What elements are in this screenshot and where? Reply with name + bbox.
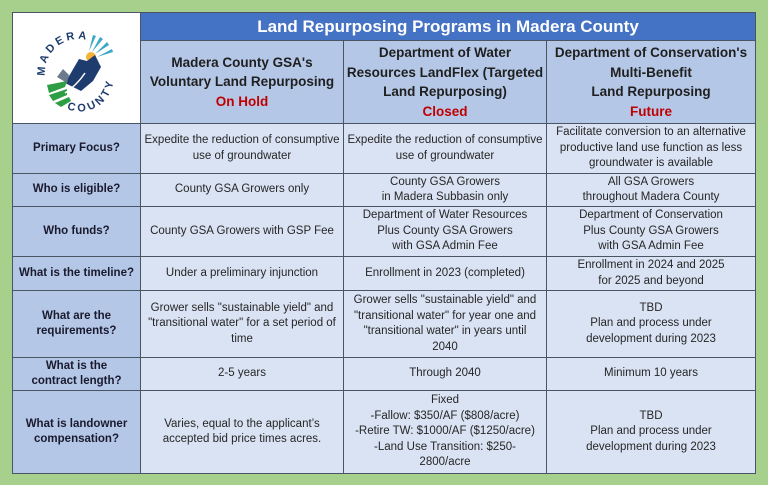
row-label-text: What is the — [45, 359, 108, 372]
cell-text: Minimum 10 years — [604, 367, 698, 380]
table-cell — [141, 257, 344, 291]
row-label — [13, 207, 141, 257]
row-label-text: compensation? — [34, 433, 119, 445]
column-title-line: Land Repurposing) — [383, 84, 507, 99]
land-repurposing-table — [12, 12, 756, 474]
cell-text: -Land Use Transition: $250- — [374, 440, 516, 453]
table-row-timeline — [13, 257, 756, 291]
row-label-text: contract length? — [31, 375, 122, 387]
cell-text: TBD — [639, 301, 663, 314]
cell-text: Grower sells "sustainable yield" and — [150, 301, 334, 314]
cell-text: "transitional water" for year one and — [353, 309, 537, 322]
table-title: Land Repurposing Programs in Madera County — [141, 13, 756, 41]
cell-text: Facilitate conversion to an alternative — [556, 126, 746, 139]
cell-text: development during 2023 — [586, 440, 716, 453]
cell-text: with GSA Admin Fee — [598, 240, 704, 253]
row-label — [13, 124, 141, 174]
table-row-requirements — [13, 291, 756, 358]
cell-text: TBD — [639, 409, 663, 422]
status-badge-future: Future — [630, 103, 673, 119]
table-cell — [141, 174, 344, 207]
logo-bottom-text: COUNTY — [65, 76, 117, 115]
cell-text: Under a preliminary injunction — [165, 266, 319, 279]
cell-text: 2040 — [432, 340, 458, 353]
cell-text: for 2025 and beyond — [598, 274, 704, 287]
cell-text: All GSA Growers — [607, 175, 695, 188]
cell-text: Varies, equal to the applicant’s — [164, 417, 320, 430]
cell-text: time — [231, 332, 253, 345]
madera-county-seal-icon — [27, 21, 127, 116]
cell-text: Enrollment in 2023 (completed) — [365, 266, 525, 279]
cell-text: in Madera Subbasin only — [381, 191, 509, 203]
madera-county-logo — [27, 21, 127, 116]
table-cell — [141, 291, 344, 358]
table-row-funding — [13, 207, 756, 257]
cell-text: Plus County GSA Growers — [583, 224, 719, 237]
cell-text: Fixed — [430, 394, 460, 407]
comparison-table-frame — [12, 12, 756, 473]
cell-text: Expedite the reduction of consumptive — [144, 134, 340, 146]
cell-text: Plan and process under — [590, 317, 712, 330]
cell-text: use of groundwater — [395, 149, 495, 162]
row-label — [13, 358, 141, 391]
table-cell — [344, 257, 547, 291]
row-label-text: Who is eligible? — [32, 183, 121, 196]
column-title-line: Land Repurposing — [591, 84, 711, 99]
table-cell — [547, 207, 756, 257]
cell-text: 2-5 years — [218, 367, 266, 380]
table-cell — [141, 391, 344, 474]
row-label-text: What are the — [41, 309, 111, 322]
status-badge-closed: Closed — [422, 103, 468, 119]
cell-text: Department of Water Resources — [362, 209, 528, 222]
table-cell — [547, 124, 756, 174]
column-header-county-gsa — [141, 41, 344, 124]
table-cell — [141, 207, 344, 257]
cell-text: Department of Conservation — [579, 209, 723, 222]
cell-text: throughout Madera County — [582, 191, 720, 203]
column-title-line: Department of Conservation's — [554, 45, 748, 60]
status-badge-on-hold: On Hold — [215, 93, 269, 109]
row-label — [13, 174, 141, 207]
cell-text: 2800/acre — [419, 456, 471, 469]
table-cell — [344, 207, 547, 257]
cell-text: Grower sells "sustainable yield" and — [353, 294, 537, 306]
row-label — [13, 291, 141, 358]
table-cell — [344, 124, 547, 174]
table-cell — [547, 174, 756, 207]
cell-text: productive land use function as less — [559, 141, 743, 154]
cell-text: County GSA Growers — [390, 175, 500, 188]
column-title-line: Department of Water — [378, 45, 512, 60]
table-cell — [141, 358, 344, 391]
cell-text: Expedite the reduction of consumptive — [347, 134, 543, 146]
table-row-contract-length — [13, 358, 756, 391]
row-label-text: Primary Focus? — [33, 141, 120, 154]
column-header-doc-multibenefit — [547, 41, 756, 124]
table-cell — [344, 174, 547, 207]
table-row-primary-focus — [13, 124, 756, 174]
table-cell — [547, 291, 756, 358]
cell-text: development during 2023 — [586, 332, 716, 345]
row-label-text: What is the timeline? — [18, 266, 134, 279]
table-row-eligibility — [13, 174, 756, 207]
cell-text: County GSA Growers only — [174, 183, 310, 196]
cell-text: "transitional water" for a set period of — [148, 317, 336, 330]
cell-text: Through 2040 — [409, 367, 481, 380]
table-cell — [344, 391, 547, 474]
table-row-compensation — [13, 391, 756, 474]
logo-top-text: MADERA — [34, 29, 90, 76]
cell-text: with GSA Admin Fee — [392, 240, 498, 253]
cell-text: use of groundwater — [192, 149, 292, 162]
column-title-line: Resources LandFlex (Targeted — [346, 64, 544, 80]
cell-text: Enrollment in 2024 and 2025 — [577, 259, 725, 271]
column-header-dwr-landflex — [344, 41, 547, 124]
logo-cell — [13, 13, 141, 124]
cell-text: "transitional water" in years until — [363, 325, 527, 337]
cell-text: groundwater is available — [589, 157, 714, 170]
column-title-line: Voluntary Land Repurposing — [149, 74, 335, 90]
table-cell — [547, 391, 756, 474]
column-title-line: Multi-Benefit — [610, 64, 692, 80]
row-label-text: requirements? — [36, 325, 117, 337]
table-cell — [344, 358, 547, 391]
table-cell — [344, 291, 547, 358]
cell-text: -Fallow: $350/AF ($808/acre) — [370, 409, 520, 422]
cell-text: -Retire TW: $1000/AF ($1250/acre) — [355, 425, 535, 438]
cell-text: accepted bid price times acres. — [162, 433, 322, 445]
table-cell — [547, 257, 756, 291]
row-label-text: Who funds? — [43, 224, 110, 237]
column-title-line: Madera County GSA's — [171, 54, 313, 70]
row-label — [13, 391, 141, 474]
cell-text: County GSA Growers with GSP Fee — [150, 224, 334, 237]
row-label-text: What is landowner — [25, 417, 128, 430]
cell-text: Plus County GSA Growers — [377, 224, 513, 237]
cell-text: Plan and process under — [590, 425, 712, 438]
row-label — [13, 257, 141, 291]
table-cell — [547, 358, 756, 391]
table-cell — [141, 124, 344, 174]
